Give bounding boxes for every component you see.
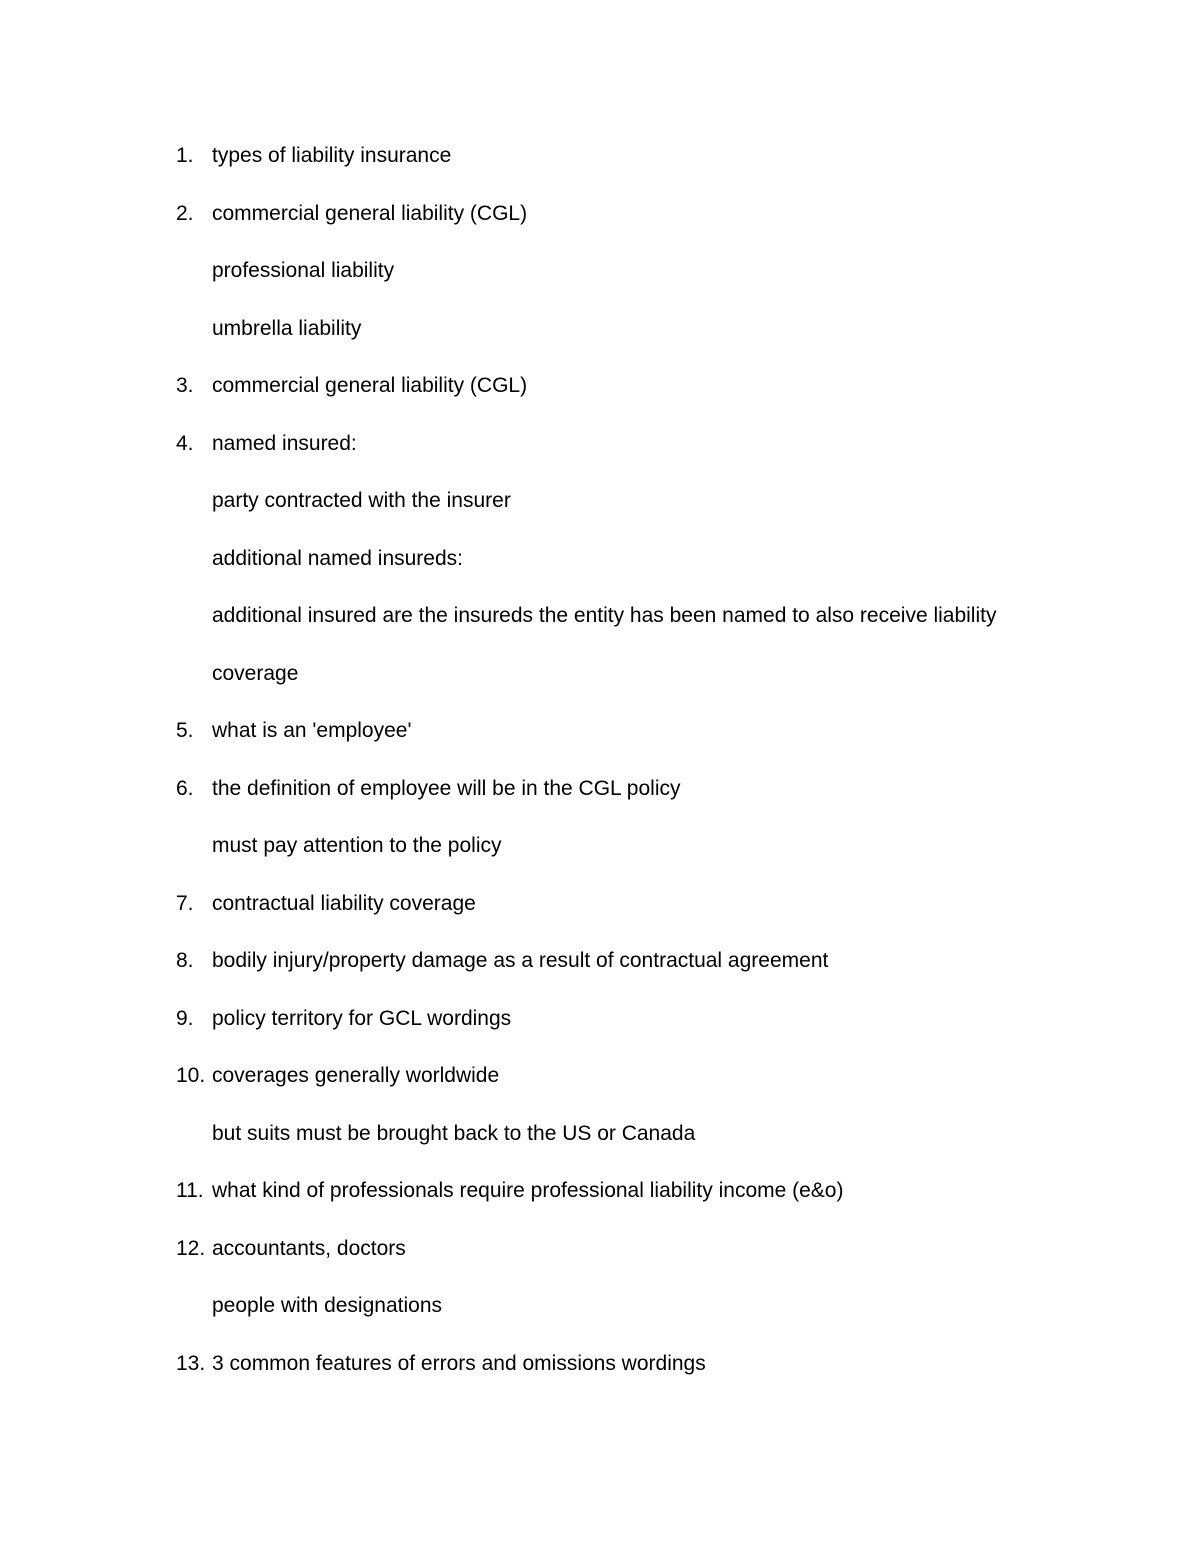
- list-item: [0, 1230, 1200, 1288]
- list-item: [0, 310, 1200, 368]
- list-item-number: 1.: [176, 144, 194, 167]
- list-item: [0, 827, 1200, 885]
- list-item: [0, 540, 1200, 598]
- list-item-text: must pay attention to the policy: [212, 834, 502, 857]
- list-item: [0, 712, 1200, 770]
- list-item-text: commercial general liability (CGL): [212, 374, 528, 397]
- list-item: [0, 1000, 1200, 1058]
- list-item-text: what is an 'employee': [212, 719, 412, 742]
- list-item-number: 7.: [176, 891, 194, 915]
- list-item-text: coverages generally worldwide: [212, 1064, 500, 1087]
- list-item: [0, 195, 1200, 253]
- list-item-text: umbrella liability: [212, 316, 362, 340]
- list-item-number: 4.: [176, 431, 194, 455]
- list-item-number: 8.: [176, 949, 194, 972]
- list-item: [0, 367, 1200, 425]
- list-item: [0, 252, 1200, 310]
- list-item-number: 5.: [176, 719, 194, 742]
- list-item-text: but suits must be brought back to the US or Canada: [212, 1121, 696, 1145]
- list-item-number: 12.: [176, 1236, 206, 1260]
- list-item-text: bodily injury/property damage as a result of contractual agreement: [212, 949, 829, 972]
- list-item-text: types of liability insurance: [212, 144, 452, 167]
- list-item-text: party contracted with the insurer: [212, 489, 511, 512]
- list-item-number: 6.: [176, 776, 194, 800]
- list-item: [0, 1057, 1200, 1115]
- list-item: [0, 770, 1200, 828]
- list-item-text: policy territory for GCL wordings: [212, 1006, 512, 1030]
- list-item: [0, 137, 1200, 195]
- list-item-text: what kind of professionals require professional liability income (e&o): [212, 1179, 844, 1202]
- list-item: [0, 885, 1200, 943]
- list-item: [0, 482, 1200, 540]
- list-item: [0, 1172, 1200, 1230]
- list-item: [0, 425, 1200, 483]
- list-item-number: 11.: [176, 1179, 204, 1202]
- list-item: [0, 597, 1200, 655]
- list-item-text: 3 common features of errors and omissions wordings: [212, 1351, 706, 1375]
- list-item-number: 9.: [176, 1006, 194, 1030]
- list-item-text: additional named insureds:: [212, 546, 463, 570]
- list-item: [0, 1345, 1200, 1403]
- list-item-text: the definition of employee will be in the CGL policy: [212, 776, 681, 800]
- list-item-text: contractual liability coverage: [212, 891, 476, 915]
- list-item-text: additional insured are the insureds the entity has been named to also receive liability: [212, 604, 997, 627]
- list-item-text: coverage: [212, 661, 299, 685]
- list-item-number: 10.: [176, 1064, 206, 1087]
- list-item: [0, 1287, 1200, 1345]
- list-item-text: named insured:: [212, 431, 357, 455]
- list-item-number: 3.: [176, 374, 194, 397]
- notes-list: [0, 137, 1200, 1402]
- list-item-text: professional liability: [212, 259, 395, 282]
- list-item: [0, 1115, 1200, 1173]
- list-item-text: people with designations: [212, 1294, 442, 1317]
- list-item-number: 13.: [176, 1351, 206, 1375]
- list-item: [0, 942, 1200, 1000]
- list-item: [0, 655, 1200, 713]
- list-item-text: commercial general liability (CGL): [212, 201, 528, 225]
- list-item-number: 2.: [176, 201, 194, 225]
- list-item-text: accountants, doctors: [212, 1236, 406, 1260]
